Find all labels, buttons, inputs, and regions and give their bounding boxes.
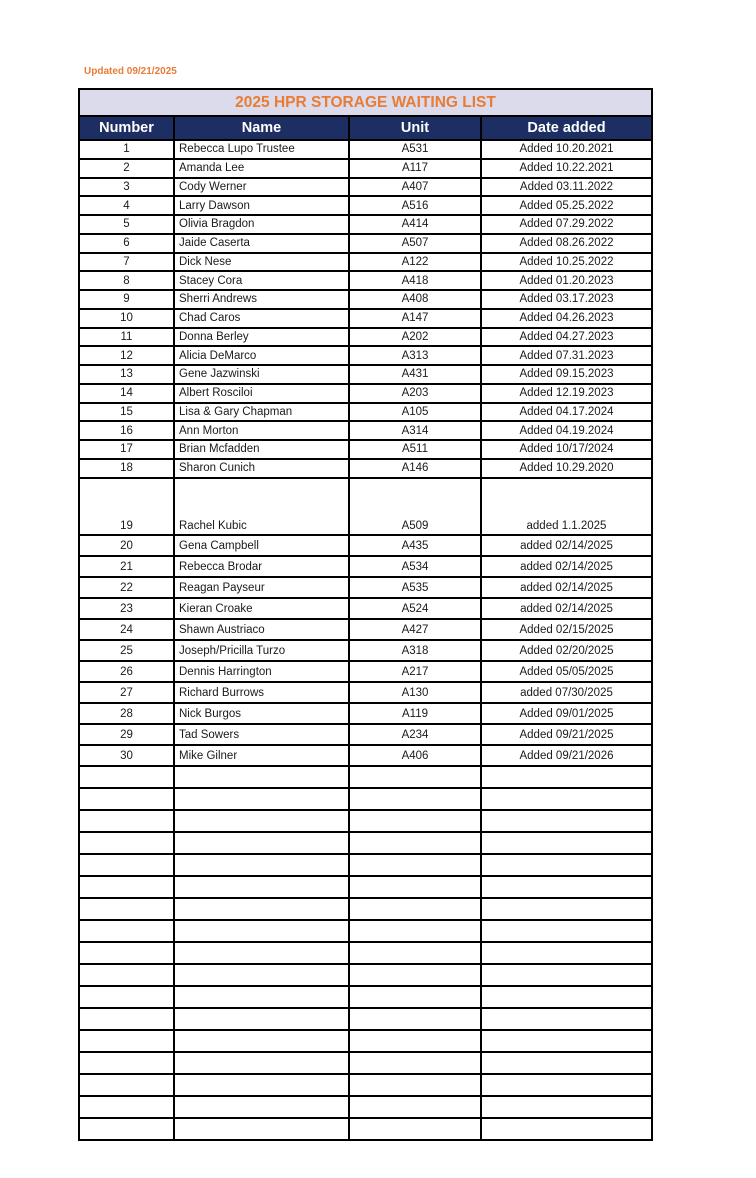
unit-cell: A130 xyxy=(349,682,481,703)
table-row xyxy=(79,682,652,703)
name-cell: Larry Dawson xyxy=(174,196,349,215)
name-cell: Rebecca Lupo Trustee xyxy=(174,140,349,159)
date-added-cell: added 02/14/2025 xyxy=(481,577,652,598)
unit-cell: A431 xyxy=(349,365,481,384)
empty-number-cell xyxy=(79,920,174,942)
name-cell: Reagan Payseur xyxy=(174,577,349,598)
number-cell: 5 xyxy=(79,215,174,234)
empty-name-cell xyxy=(174,766,349,788)
empty-date-added-cell xyxy=(481,788,652,810)
table-row xyxy=(79,478,652,536)
unit-cell: A534 xyxy=(349,556,481,577)
table-title: 2025 HPR STORAGE WAITING LIST xyxy=(79,89,652,116)
number-cell: 23 xyxy=(79,598,174,619)
empty-unit-cell xyxy=(349,1030,481,1052)
empty-unit-cell xyxy=(349,1118,481,1140)
name-cell: Stacey Cora xyxy=(174,271,349,290)
date-added-cell: added 02/14/2025 xyxy=(481,556,652,577)
number-cell: 21 xyxy=(79,556,174,577)
table-title-row xyxy=(79,89,652,116)
table-row xyxy=(79,421,652,440)
table-row xyxy=(79,577,652,598)
name-cell: Dick Nese xyxy=(174,253,349,272)
number-cell: 4 xyxy=(79,196,174,215)
empty-row xyxy=(79,788,652,810)
unit-cell: A122 xyxy=(349,253,481,272)
date-added-cell: Added 10.22.2021 xyxy=(481,159,652,178)
empty-number-cell xyxy=(79,942,174,964)
table-row xyxy=(79,556,652,577)
table-row xyxy=(79,140,652,159)
date-added-cell: Added 09/21/2026 xyxy=(481,745,652,766)
empty-row xyxy=(79,1074,652,1096)
table-row xyxy=(79,745,652,766)
date-added-cell: Added 09/01/2025 xyxy=(481,703,652,724)
empty-name-cell xyxy=(174,1052,349,1074)
empty-date-added-cell xyxy=(481,1096,652,1118)
number-cell: 6 xyxy=(79,234,174,253)
unit-cell: A117 xyxy=(349,159,481,178)
table-row xyxy=(79,459,652,478)
empty-unit-cell xyxy=(349,986,481,1008)
name-cell: Jaide Caserta xyxy=(174,234,349,253)
unit-cell: A414 xyxy=(349,215,481,234)
empty-number-cell xyxy=(79,766,174,788)
empty-unit-cell xyxy=(349,898,481,920)
date-added-cell: Added 07.29.2022 xyxy=(481,215,652,234)
number-cell: 1 xyxy=(79,140,174,159)
name-cell: Kieran Croake xyxy=(174,598,349,619)
unit-cell: A408 xyxy=(349,290,481,309)
name-cell: Albert Rosciloi xyxy=(174,384,349,403)
date-added-cell: Added 04.17.2024 xyxy=(481,403,652,422)
name-cell: Alicia DeMarco xyxy=(174,346,349,365)
table-row xyxy=(79,328,652,347)
column-header-name: Name xyxy=(174,116,349,140)
table-row xyxy=(79,724,652,745)
empty-date-added-cell xyxy=(481,1052,652,1074)
empty-unit-cell xyxy=(349,1052,481,1074)
table-row xyxy=(79,703,652,724)
name-cell: Amanda Lee xyxy=(174,159,349,178)
updated-date-label: Updated 09/21/2025 xyxy=(84,66,177,77)
empty-unit-cell xyxy=(349,1008,481,1030)
table-row xyxy=(79,619,652,640)
date-added-cell: Added 10.20.2021 xyxy=(481,140,652,159)
table-row xyxy=(79,196,652,215)
unit-cell: A146 xyxy=(349,459,481,478)
number-cell: 3 xyxy=(79,178,174,197)
empty-unit-cell xyxy=(349,876,481,898)
empty-unit-cell xyxy=(349,964,481,986)
empty-name-cell xyxy=(174,1096,349,1118)
table-row xyxy=(79,178,652,197)
empty-date-added-cell xyxy=(481,1030,652,1052)
table-row xyxy=(79,661,652,682)
number-cell: 14 xyxy=(79,384,174,403)
empty-date-added-cell xyxy=(481,1118,652,1140)
empty-date-added-cell xyxy=(481,1074,652,1096)
number-cell: 27 xyxy=(79,682,174,703)
empty-name-cell xyxy=(174,876,349,898)
empty-number-cell xyxy=(79,832,174,854)
empty-number-cell xyxy=(79,788,174,810)
empty-unit-cell xyxy=(349,942,481,964)
empty-row xyxy=(79,920,652,942)
number-cell: 2 xyxy=(79,159,174,178)
table-row xyxy=(79,403,652,422)
name-cell: Cody Werner xyxy=(174,178,349,197)
empty-name-cell xyxy=(174,942,349,964)
empty-name-cell xyxy=(174,854,349,876)
empty-row xyxy=(79,898,652,920)
date-added-cell: Added 08.26.2022 xyxy=(481,234,652,253)
empty-row xyxy=(79,854,652,876)
empty-name-cell xyxy=(174,1008,349,1030)
unit-cell: A314 xyxy=(349,421,481,440)
date-added-cell: added 1.1.2025 xyxy=(481,478,652,536)
unit-cell: A418 xyxy=(349,271,481,290)
table-row xyxy=(79,384,652,403)
unit-cell: A202 xyxy=(349,328,481,347)
unit-cell: A119 xyxy=(349,703,481,724)
number-cell: 11 xyxy=(79,328,174,347)
number-cell: 29 xyxy=(79,724,174,745)
empty-row xyxy=(79,1008,652,1030)
name-cell: Rachel Kubic xyxy=(174,478,349,536)
column-header-unit: Unit xyxy=(349,116,481,140)
empty-unit-cell xyxy=(349,1074,481,1096)
name-cell: Gene Jazwinski xyxy=(174,365,349,384)
empty-date-added-cell xyxy=(481,942,652,964)
date-added-cell: Added 04.26.2023 xyxy=(481,309,652,328)
date-added-cell: Added 10/17/2024 xyxy=(481,440,652,459)
empty-date-added-cell xyxy=(481,898,652,920)
date-added-cell: Added 02/15/2025 xyxy=(481,619,652,640)
number-cell: 9 xyxy=(79,290,174,309)
empty-row xyxy=(79,1096,652,1118)
unit-cell: A509 xyxy=(349,478,481,536)
name-cell: Ann Morton xyxy=(174,421,349,440)
number-cell: 10 xyxy=(79,309,174,328)
name-cell: Joseph/Pricilla Turzo xyxy=(174,640,349,661)
empty-number-cell xyxy=(79,854,174,876)
empty-date-added-cell xyxy=(481,1008,652,1030)
empty-name-cell xyxy=(174,788,349,810)
empty-row xyxy=(79,832,652,854)
number-cell: 19 xyxy=(79,478,174,536)
date-added-cell: Added 02/20/2025 xyxy=(481,640,652,661)
empty-name-cell xyxy=(174,986,349,1008)
empty-name-cell xyxy=(174,810,349,832)
name-cell: Nick Burgos xyxy=(174,703,349,724)
empty-unit-cell xyxy=(349,832,481,854)
date-added-cell: Added 03.11.2022 xyxy=(481,178,652,197)
number-cell: 22 xyxy=(79,577,174,598)
empty-unit-cell xyxy=(349,810,481,832)
number-cell: 24 xyxy=(79,619,174,640)
name-cell: Brian Mcfadden xyxy=(174,440,349,459)
number-cell: 17 xyxy=(79,440,174,459)
number-cell: 7 xyxy=(79,253,174,272)
table-body xyxy=(79,140,652,1140)
unit-cell: A516 xyxy=(349,196,481,215)
table-row xyxy=(79,640,652,661)
unit-cell: A217 xyxy=(349,661,481,682)
empty-row xyxy=(79,876,652,898)
empty-date-added-cell xyxy=(481,986,652,1008)
empty-number-cell xyxy=(79,1096,174,1118)
empty-name-cell xyxy=(174,1074,349,1096)
empty-unit-cell xyxy=(349,1096,481,1118)
name-cell: Olivia Bragdon xyxy=(174,215,349,234)
date-added-cell: Added 09.15.2023 xyxy=(481,365,652,384)
empty-number-cell xyxy=(79,1030,174,1052)
unit-cell: A531 xyxy=(349,140,481,159)
table-header-row xyxy=(79,116,652,140)
number-cell: 20 xyxy=(79,535,174,556)
name-cell: Lisa & Gary Chapman xyxy=(174,403,349,422)
empty-unit-cell xyxy=(349,766,481,788)
empty-date-added-cell xyxy=(481,854,652,876)
empty-number-cell xyxy=(79,1008,174,1030)
date-added-cell: Added 03.17.2023 xyxy=(481,290,652,309)
table-row xyxy=(79,271,652,290)
column-header-number: Number xyxy=(79,116,174,140)
unit-cell: A318 xyxy=(349,640,481,661)
empty-name-cell xyxy=(174,898,349,920)
unit-cell: A524 xyxy=(349,598,481,619)
unit-cell: A406 xyxy=(349,745,481,766)
table-row xyxy=(79,253,652,272)
empty-row xyxy=(79,964,652,986)
date-added-cell: Added 07.31.2023 xyxy=(481,346,652,365)
date-added-cell: Added 01.20.2023 xyxy=(481,271,652,290)
empty-name-cell xyxy=(174,920,349,942)
name-cell: Shawn Austriaco xyxy=(174,619,349,640)
empty-number-cell xyxy=(79,1074,174,1096)
empty-row xyxy=(79,1118,652,1140)
empty-number-cell xyxy=(79,964,174,986)
empty-row xyxy=(79,942,652,964)
unit-cell: A507 xyxy=(349,234,481,253)
empty-date-added-cell xyxy=(481,810,652,832)
empty-unit-cell xyxy=(349,788,481,810)
unit-cell: A535 xyxy=(349,577,481,598)
number-cell: 13 xyxy=(79,365,174,384)
name-cell: Richard Burrows xyxy=(174,682,349,703)
empty-number-cell xyxy=(79,898,174,920)
number-cell: 15 xyxy=(79,403,174,422)
date-added-cell: added 02/14/2025 xyxy=(481,535,652,556)
date-added-cell: Added 05.25.2022 xyxy=(481,196,652,215)
name-cell: Tad Sowers xyxy=(174,724,349,745)
unit-cell: A407 xyxy=(349,178,481,197)
table-row xyxy=(79,234,652,253)
empty-number-cell xyxy=(79,810,174,832)
table-row xyxy=(79,365,652,384)
empty-name-cell xyxy=(174,832,349,854)
empty-number-cell xyxy=(79,986,174,1008)
name-cell: Sharon Cunich xyxy=(174,459,349,478)
number-cell: 25 xyxy=(79,640,174,661)
name-cell: Sherri Andrews xyxy=(174,290,349,309)
name-cell: Chad Caros xyxy=(174,309,349,328)
empty-name-cell xyxy=(174,964,349,986)
unit-cell: A511 xyxy=(349,440,481,459)
number-cell: 28 xyxy=(79,703,174,724)
empty-date-added-cell xyxy=(481,832,652,854)
number-cell: 8 xyxy=(79,271,174,290)
table-row xyxy=(79,598,652,619)
table-row xyxy=(79,215,652,234)
unit-cell: A147 xyxy=(349,309,481,328)
name-cell: Gena Campbell xyxy=(174,535,349,556)
number-cell: 30 xyxy=(79,745,174,766)
table-row xyxy=(79,346,652,365)
unit-cell: A427 xyxy=(349,619,481,640)
number-cell: 16 xyxy=(79,421,174,440)
name-cell: Dennis Harrington xyxy=(174,661,349,682)
date-added-cell: Added 04.27.2023 xyxy=(481,328,652,347)
number-cell: 26 xyxy=(79,661,174,682)
empty-date-added-cell xyxy=(481,766,652,788)
name-cell: Rebecca Brodar xyxy=(174,556,349,577)
date-added-cell: Added 05/05/2025 xyxy=(481,661,652,682)
number-cell: 18 xyxy=(79,459,174,478)
table-row xyxy=(79,535,652,556)
empty-date-added-cell xyxy=(481,964,652,986)
date-added-cell: Added 09/21/2025 xyxy=(481,724,652,745)
table-row xyxy=(79,309,652,328)
empty-number-cell xyxy=(79,1052,174,1074)
empty-date-added-cell xyxy=(481,920,652,942)
empty-number-cell xyxy=(79,876,174,898)
table-row xyxy=(79,440,652,459)
empty-number-cell xyxy=(79,1118,174,1140)
table-row xyxy=(79,290,652,309)
empty-row xyxy=(79,1030,652,1052)
unit-cell: A203 xyxy=(349,384,481,403)
unit-cell: A234 xyxy=(349,724,481,745)
empty-unit-cell xyxy=(349,920,481,942)
unit-cell: A435 xyxy=(349,535,481,556)
number-cell: 12 xyxy=(79,346,174,365)
date-added-cell: added 07/30/2025 xyxy=(481,682,652,703)
date-added-cell: Added 12.19.2023 xyxy=(481,384,652,403)
storage-waiting-list-table xyxy=(78,88,653,1141)
table-row xyxy=(79,159,652,178)
unit-cell: A313 xyxy=(349,346,481,365)
empty-unit-cell xyxy=(349,854,481,876)
date-added-cell: Added 10.29.2020 xyxy=(481,459,652,478)
empty-row xyxy=(79,810,652,832)
empty-row xyxy=(79,986,652,1008)
empty-name-cell xyxy=(174,1030,349,1052)
empty-name-cell xyxy=(174,1118,349,1140)
date-added-cell: Added 10.25.2022 xyxy=(481,253,652,272)
name-cell: Donna Berley xyxy=(174,328,349,347)
date-added-cell: Added 04.19.2024 xyxy=(481,421,652,440)
empty-date-added-cell xyxy=(481,876,652,898)
empty-row xyxy=(79,766,652,788)
unit-cell: A105 xyxy=(349,403,481,422)
date-added-cell: added 02/14/2025 xyxy=(481,598,652,619)
empty-row xyxy=(79,1052,652,1074)
column-header-date-added: Date added xyxy=(481,116,652,140)
name-cell: Mike Gilner xyxy=(174,745,349,766)
